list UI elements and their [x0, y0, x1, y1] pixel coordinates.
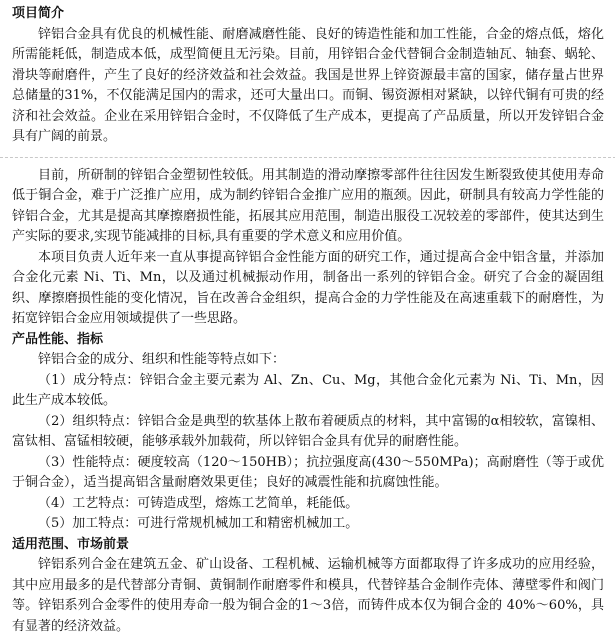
performance-item-2: （2）组织特点：锌铝合金是典型的软基体上散布着硬质点的材料，其中富锡的α相较软，富镍相、富钛相、富锰相较硬，能够承载外加载荷，所以锌铝合金具有优异的耐磨性能。: [12, 413, 604, 449]
performance-item-3: （3）性能特点：硬度较高（120～150HB）；抗拉强度高(430～550MPa)；高耐磨性（等于或优于铜合金），适当提高铝含量耐磨效果更佳；良好的减震性能和抗腐蚀性能。: [12, 454, 604, 490]
performance-intro: 锌铝合金的成分、组织和性能等特点如下：: [38, 352, 286, 367]
page-break-divider: [12, 148, 604, 166]
performance-item-4: （4）工艺特点：可铸造成型，熔炼工艺简单，耗能低。: [38, 495, 359, 511]
performance-item-5: （5）加工特点：可进行常规机械加工和精密机械加工。: [38, 516, 359, 531]
applications-paragraph: 锌铝系列合金在建筑五金、矿山设备、工程机械、运输机械等方面都取得了许多成功的应用经验，其中应用最多的是代替部分青铜、黄铜制作耐磨零件和模具，代替锌基合金制作壳体、薄壁零件和阀门等。锌铝系列合金零件的使用寿命一般为铜合金的1～3倍，而铸件成本仅为铜合金的 40%～60%，具有显著的经济效益。: [12, 557, 604, 634]
section-heading-intro: 项目简介: [12, 6, 65, 21]
section-heading-applications: 适用范围、市场前景: [12, 536, 130, 552]
performance-item-1: （1）成分特点：锌铝合金主要元素为 Al、Zn、Cu、Mg，其他合金化元素为 Ni、Ti、Mn，因此生产成本较低。: [12, 372, 604, 408]
intro-paragraph-1: 锌铝合金具有优良的机械性能、耐磨减磨性能、良好的铸造性能和加工性能，合金的熔点低，熔化所需能耗低，制造成本低，成型简便且无污染。目前，用锌铝合金代替铜合金制造轴瓦、轴套、蜗轮、滑块等耐磨件，产生了良好的经济效益和社会效益。我国是世界上锌资源最丰富的国家，储存量占世界总储量的31%，不仅能满足国内的需求，还可大量出口。而铜、锡资源相对紧缺，以锌代铜有可贵的经济和社会效益。企业在采用锌铝合金时，不仅降低了生产成本，更提高了产品质量，所以开发锌铝合金具有广阔的前景。: [12, 26, 604, 144]
intro-paragraph-3: 本项目负责人近年来一直从事提高锌铝合金性能方面的研究工作，通过提高合金中铝含量，并添加合金化元素 Ni、Ti、Mn，以及通过机械振动作用，制备出一系列的锌铝合金。研究了合金的凝固组织、摩擦磨损性能的变化情况，旨在改善合金组织，提高合金的力学性能及在高速重载下的耐磨性，为拓宽锌铝合金应用领域提供了一些思路。: [12, 249, 604, 326]
section-heading-performance: 产品性能、指标: [12, 331, 104, 347]
intro-paragraph-2: 目前，所研制的锌铝合金塑韧性较低。用其制造的滑动摩擦零部件往往因发生断裂致使其使用寿命低于铜合金，难于广泛推广应用，成为制约锌铝合金推广应用的瓶颈。因此，研制具有较高力学性能的锌铝合金，尤其是提高其摩擦磨损性能，拓展其应用范围，制造出服役工况较差的零部件，使其达到生产实际的要求,实现节能减排的目标,具有重要的学术意义和应用价值。: [12, 167, 604, 244]
document-page: [12, 4, 604, 637]
